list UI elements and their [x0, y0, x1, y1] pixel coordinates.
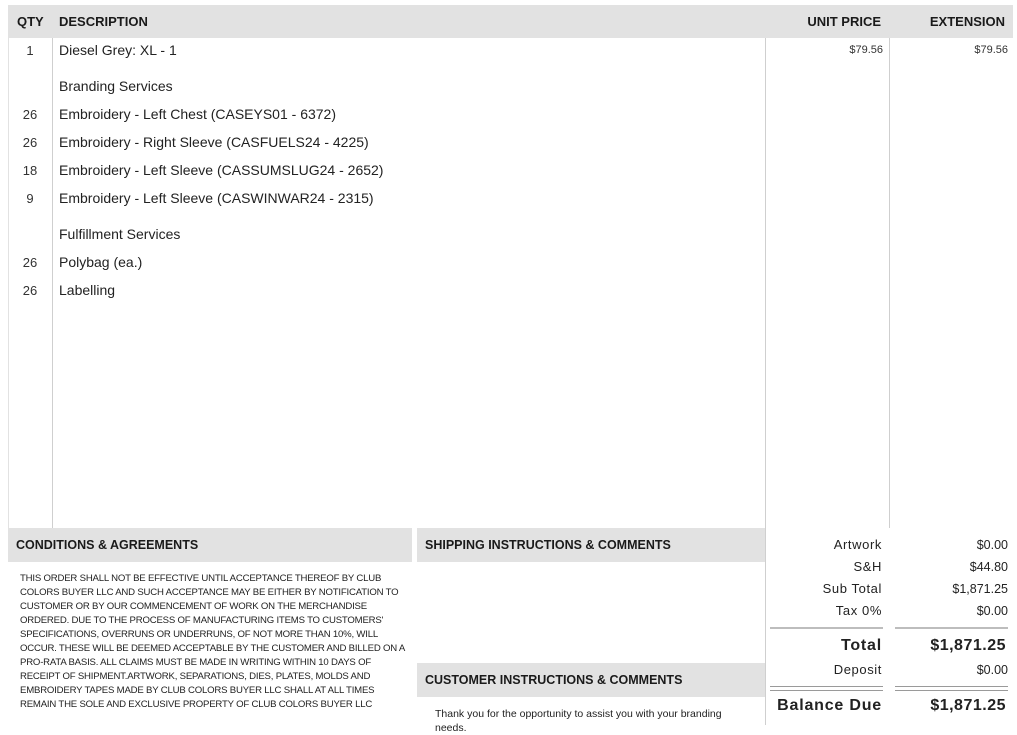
total-label: Total: [840, 637, 882, 654]
deposit-label: Deposit: [833, 662, 882, 677]
shipping-header: [417, 528, 765, 562]
description-header: DESCRIPTION: [59, 14, 148, 29]
artwork-label: Artwork: [833, 537, 882, 552]
item-unit-price: $79.56: [849, 44, 883, 56]
item-qty: 1: [26, 43, 34, 58]
tax-value: $0.00: [976, 604, 1008, 618]
subtotal-label: Sub Total: [822, 581, 882, 596]
balance-due-value: $1,871.25: [930, 697, 1006, 714]
item-description: Diesel Grey: XL - 1: [59, 42, 177, 58]
item-description: Polybag (ea.): [59, 254, 143, 270]
subtotal-value: $1,871.25: [952, 582, 1008, 596]
conditions-title: CONDITIONS & AGREEMENTS: [16, 538, 199, 552]
total-divider: [770, 627, 883, 629]
conditions-header: [8, 528, 412, 562]
item-qty: 26: [22, 107, 38, 122]
tax-label: Tax 0%: [835, 603, 882, 618]
item-description: Embroidery - Right Sleeve (CASFUELS24 - 4225): [59, 134, 369, 150]
column-divider-unit-price: [889, 38, 890, 528]
item-description: Embroidery - Left Sleeve (CASSUMSLUG24 - 2652): [59, 162, 384, 178]
balance-divider: [895, 690, 1008, 691]
column-divider-description: [765, 38, 766, 725]
item-qty: 26: [22, 135, 38, 150]
total-divider: [895, 627, 1008, 629]
customer-title: CUSTOMER INSTRUCTIONS & COMMENTS: [425, 673, 683, 687]
item-description: Embroidery - Left Chest (CASEYS01 - 6372): [59, 106, 337, 122]
balance-due-label: Balance Due: [777, 697, 882, 714]
column-divider-qty: [52, 38, 53, 528]
item-description: Embroidery - Left Sleeve (CASWINWAR24 - 2315): [59, 190, 374, 206]
conditions-text: THIS ORDER SHALL NOT BE EFFECTIVE UNTIL ACCEPTANCE THEREOF BY CLUB COLORS BUYER LLC AND SUCH ACCEPTANCE MAY BE EITHER BY NOTIFICATION TO CUSTOMER OR BY OUR COMMENCEMENT OF WORK ON THE MERCHANDISE ORDERED. DUE TO THE PROCESS OF MANUFACTURING ITEMS TO CUSTOMERS' SPECIFICATIONS, OVERRUNS OR UNDERRUNS, OF NOT MORE THAN 10%, WILL OCCUR. THESE WILL BE DEEMED ACCEPTABLE BY THE CUSTOMER AND BILLED ON A PRO-RATA BASIS. ALL CLAIMS MUST BE MADE IN WRITING WITHIN 10 DAYS OF RECEIPT OF SHIPMENT.ARTWORK, SEPARATIONS, DIES, PLATES, MOLDS AND EMBROIDERY TAPES MADE BY CLUB COLORS BUYER LLC SHALL AT ALL TIMES REMAIN THE SOLE AND EXCLUSIVE PROPERTY OF CLUB COLORS BUYER LLC: [20, 573, 406, 710]
balance-divider: [770, 690, 883, 691]
shipping-title: SHIPPING INSTRUCTIONS & COMMENTS: [425, 538, 671, 552]
item-qty: 26: [22, 283, 38, 298]
deposit-value: $0.00: [976, 663, 1008, 677]
balance-divider: [770, 686, 883, 687]
section-fulfillment-services: Fulfillment Services: [59, 226, 181, 242]
unit-price-header: UNIT PRICE: [807, 14, 881, 29]
item-qty: 26: [22, 255, 38, 270]
item-extension: $79.56: [974, 44, 1008, 56]
sh-value: $44.80: [969, 560, 1008, 574]
sh-label: S&H: [853, 559, 882, 574]
item-qty: 9: [26, 191, 34, 206]
item-qty: 18: [22, 163, 38, 178]
extension-header: EXTENSION: [929, 14, 1005, 29]
customer-text: Thank you for the opportunity to assist you with your branding needs.: [435, 708, 722, 734]
section-branding-services: Branding Services: [59, 78, 173, 94]
artwork-value: $0.00: [976, 538, 1008, 552]
item-description: Labelling: [59, 282, 116, 298]
customer-header: [417, 663, 765, 697]
balance-divider: [895, 686, 1008, 687]
qty-header: QTY: [17, 14, 44, 29]
total-value: $1,871.25: [930, 637, 1006, 654]
